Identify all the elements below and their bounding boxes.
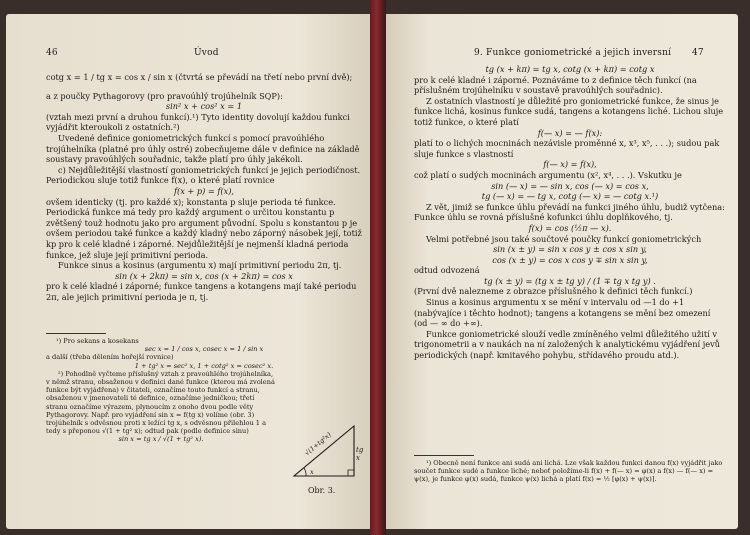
equation: sin (— x) = — sin x, cos (— x) = cos x, (491, 180, 649, 191)
equation: f(— x) = — f(x): (537, 127, 603, 138)
equation: cos (x ± y) = cos x cos y ∓ sin x sin y, (492, 254, 648, 265)
paragraph: (První dvě nalezneme z obrazce příslušného k definici těch funkcí.) (414, 286, 693, 297)
equation: tg (x ± y) = (tg x ± tg y) / (1 ∓ tg x tg y) . (484, 275, 656, 286)
paragraph: c) Nejdůležitější vlastností goniometrických funkcí je jejich periodičnost. Periodickou sluje totiž funkce f(x), o které platí rovnice (46, 164, 361, 186)
figure-caption: Obr. 3. (308, 486, 336, 495)
book-spine (370, 0, 386, 535)
angle-arc (304, 468, 306, 476)
left-page (6, 14, 370, 529)
right-page (386, 14, 738, 529)
footnote-rule (414, 455, 474, 456)
right-page-number: 47 (692, 48, 704, 58)
right-running-head: 9. Funkce goniometrické a jejich inversní (474, 48, 672, 58)
equation: f(— x) = f(x), (543, 159, 597, 170)
footnote-line: a další (třeba dělením hořejší rovnice) (46, 353, 174, 362)
footnote-line: ¹) Pro sekans a kosekans (56, 337, 139, 345)
paragraph: pro k celé kladné i záporné. Poznáváme to z definice těch funkcí (na příslušném trojúhelníku v soustavě pravoúhlých souřadnic). (414, 74, 697, 96)
right-footnotes (414, 452, 726, 484)
paragraph: což platí o sudých mocninách argumentu (x², x⁴, . . .). Vskutku je (414, 169, 682, 180)
paragraph: Funkce goniometrické slouží vedle zmíněného velmi důležitého užití v trigonometrii a v naukách na ní založených k analytickému vyjádření jevů periodických (např. kmitavého pohybu, střídavého proudu atd.). (414, 328, 721, 361)
paragraph: Uvedené definice goniometrických funkcí s pomocí pravoúhlého trojúhelníka (platné pro úhly ostré) zobecňujeme dále v definice na základě soustavy pravoúhlých souřadnic, takže platí pro úhly jakékoli. (46, 132, 360, 165)
angle-label: x (310, 468, 314, 476)
footnote-equation: sin x = tg x / √(1 + tg² x). (118, 435, 204, 444)
equation: sin² x + cos² x = 1 (165, 101, 243, 112)
paragraph: Z vět, jimiž se funkce úhlu převádí na funkci jiného úhlu, budiž vytčena: Funkce úhlu se rovná příslušné kofunkci úhlu doplňkového, tj. (414, 201, 725, 223)
equation: f(x) = cos (½π — x). (528, 222, 612, 233)
right-angle-mark (348, 470, 354, 476)
figure-3 (288, 414, 368, 504)
paragraph: Sinus a kosinus argumentu x se mění v intervalu od —1 do +1 (nabývajíce i těchto hodnot); tangens a kotangens se mění bez omezení (od — ∞ do +∞). (414, 297, 711, 329)
right-body (414, 64, 726, 361)
equation: tg (— x) = — tg x, cotg (— x) = — cotg x.¹) (481, 191, 659, 202)
footnote-paragraph: ²) Pohodlně vyčteme příslušný vztah z pravoúhlého trojúhelníka, v němž stranu, obsaženou v definici dané funkce (kterou má zvolená funkce být vyjádřena) v čitateli, označíme touto funkcí a stranu, obsaženou v jmenovateli té definice, označíme jedničkou; třetí stranu označíme výrazem, plynoucím z onoho dvou podle věty Pythagorovy. Např. pro vyjádření sin x = f(tg x) volíme (obr. 3) trojúhelník s odvěsnou proti x ležící tg x, s odvěsnou přilehlou 1 a tedy s přeponou √(1 + tg² x); odtud pak (podle definice sinu) (46, 369, 275, 436)
text-line: cotg x = 1 / tg x = cos x / sin x (čtvrtá se převádí na třetí nebo první dvě); (46, 72, 353, 82)
left-page-number: 46 (46, 48, 58, 58)
equation: sin (x ± y) = sin x cos y ± cos x sin y, (493, 244, 647, 255)
text-line: (vztah mezi první a druhou funkcí).¹) Tyto identity dovolují každou funkci vyjádřit kteroukoli z ostatních.²) (46, 111, 350, 133)
paragraph: ovšem identicky (tj. pro každé x); konstanta p sluje perioda té funkce. Periodická funkce má tedy pro každý argument o určitou konstantu p zvětšený touž hodnotu jako pro argument původní. Spolu s konstantou p je ovšem periodou také funkce a každý kladný nebo záporný násobek její, totiž kp pro k celé kladné i záporné. Nejdůležitější je nejmenší kladná perioda funkce, jež sluje její primitivní perioda. (46, 196, 362, 260)
footnote-equation: 1 + tg² x = sec² x, 1 + cotg² x = cosec² x. (134, 361, 274, 370)
footnote-equation: sec x = 1 / cos x, cosec x = 1 / sin x (144, 345, 264, 354)
paragraph: Funkce sinus a kosinus (argumentu x) mají primitivní periodu 2π, tj. (58, 260, 342, 271)
equation: tg (x + kπ) = tg x, cotg (x + kπ) = cotg x (485, 64, 655, 74)
equation: sin (x + 2kπ) = sin x, cos (x + 2kπ) = cos x (115, 270, 293, 281)
paragraph: platí to o lichých mocninách nezávisle proměnné x, x³, x⁵, . . .); sudou pak sluje funkce s vlastností (414, 138, 720, 159)
left-body (46, 70, 362, 302)
text-line: a z poučky Pythagorovy (pro pravoúhlý trojúhelník SQP): (46, 90, 283, 101)
text-line: odtud odvozená (414, 265, 480, 276)
paragraph: Velmi potřebné jsou také součtové poučky funkcí goniometrických (426, 233, 702, 244)
paragraph: pro k celé kladné i záporné; funkce tangens a kotangens mají také periodu 2π, ale jejich primitivní perioda je π, tj. (46, 281, 357, 302)
paragraph: Z ostatních vlastností je důležité pro goniometrické funkce, že sinus je funkce lichá, kosinus funkce sudá, tangens a kotangens liché. Lichou sluje totiž funkce, o které platí (414, 95, 724, 127)
left-running-head: Úvod (194, 48, 219, 58)
footnote-paragraph: ¹) Obecně není funkce ani sudá ani lichá. Lze však každou funkci danou f(x) vyjádřit jako součet funkce sudé a funkce liché; neboť položíme-li f(x) + f(— x) = φ(x) a f(x) — f(— x) = ψ(x), je funkce φ(x) sudá, funkce ψ(x) lichá a platí f(x) = ½ [φ(x) + ψ(x)]. (414, 459, 723, 484)
hypotenuse-label: √(1+tg²x) (303, 430, 333, 458)
side-label: tg x (356, 446, 364, 462)
footnote-rule (46, 333, 106, 334)
equation: f(x + p) = f(x), (173, 185, 235, 196)
